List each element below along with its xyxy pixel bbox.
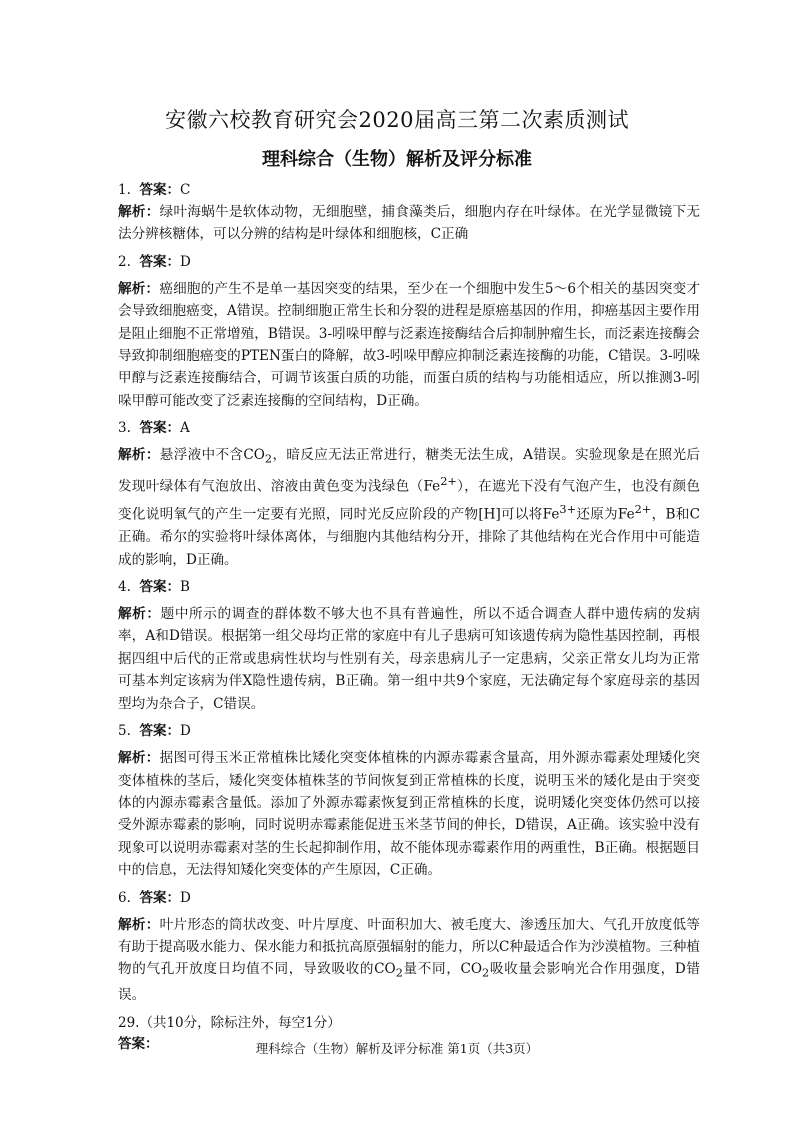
analysis-paragraph bbox=[118, 278, 700, 412]
analysis-text-part: 叶片形态的筒状改变、叶片厚度、叶面积加大、被毛度大、渗透压加大、气孔开放度低等有助于提高吸水能力、保水能力和抵抗高原强辐射的能力，所以C种最适合作为沙漠植物。三种植物的气孔开放度日均值不同，导致吸收的CO bbox=[118, 916, 701, 978]
superscript: 2+ bbox=[440, 474, 457, 489]
answer-line bbox=[118, 180, 700, 201]
analysis-paragraph bbox=[118, 914, 700, 1007]
superscript: 3+ bbox=[559, 502, 577, 517]
analysis-text: 绿叶海蜗牛是软体动物，无细胞壁，捕食藻类后，细胞内存在叶绿体。在光学显微镜下无法分辨核糖体，可以分辨的结构是叶绿体和细胞核，C正确 bbox=[118, 204, 701, 243]
analysis-text-part: ，暗反应无法正常进行，糖类无法生成，A错误。实验现象是在照光后发现叶绿体有气泡放出、溶液由黄色变为浅绿色（Fe bbox=[118, 447, 701, 495]
analysis-paragraph bbox=[118, 747, 700, 881]
answer-label: 答案： bbox=[139, 723, 180, 740]
superscript: 2+ bbox=[634, 502, 652, 517]
answer-line bbox=[118, 888, 700, 909]
page-subtitle: 理科综合（生物）解析及评分标准 bbox=[262, 149, 532, 170]
answer-label: 答案： bbox=[139, 182, 180, 198]
analysis-text-part: 量不同，CO bbox=[402, 961, 483, 978]
analysis-label: 解析： bbox=[118, 750, 160, 767]
subscript: 2 bbox=[395, 966, 403, 981]
question-number: 4. bbox=[118, 579, 131, 596]
question-3 bbox=[118, 418, 700, 571]
answer-line bbox=[118, 252, 700, 273]
answer-value: D bbox=[179, 253, 191, 270]
question-2 bbox=[118, 252, 700, 412]
question-29-answer-label: 答案： bbox=[118, 1035, 159, 1052]
answer-value: B bbox=[179, 579, 190, 596]
analysis-label: 解析： bbox=[118, 916, 160, 933]
analysis-text-part: 吸收量会影响光合作用强度，D错误。 bbox=[118, 961, 701, 1004]
analysis-text: 题中所示的调查的群体数不够大也不具有普遍性，所以不适合调查人群中遗传病的发病率，A和D错误。根据第一组父母均正常的家庭中有儿子患病可知该遗传病为隐性基因控制，再根据四组中后代的正常或患病性状均与性别有关，母亲患病儿子一定患病，父亲正常女儿均为正常可基本判定该病为伴X隐性遗传病，B正确。第一组中共9个家庭，无法确定每个家庭母亲的基因型均为杂合子，C错误。 bbox=[118, 606, 701, 712]
analysis-text-part: 还原为Fe bbox=[576, 506, 635, 523]
page-title: 安徽六校教育研究会2020届高三第二次素质测试 bbox=[165, 108, 629, 132]
question-number: 3. bbox=[118, 420, 131, 437]
answer-line bbox=[118, 721, 700, 742]
subscript: 2 bbox=[482, 966, 490, 981]
analysis-label: 解析： bbox=[118, 280, 160, 297]
answer-line bbox=[118, 418, 700, 439]
analysis-label: 解析： bbox=[118, 447, 160, 464]
answer-value: C bbox=[179, 182, 191, 198]
question-1 bbox=[118, 180, 700, 246]
question-number: 1. bbox=[118, 182, 131, 198]
document-body bbox=[118, 180, 700, 1055]
question-number: 6. bbox=[118, 889, 131, 906]
question-4 bbox=[118, 577, 700, 715]
answer-value: D bbox=[179, 723, 191, 740]
answer-label: 答案： bbox=[139, 253, 180, 270]
analysis-text-part: 悬浮液中不含CO bbox=[159, 447, 265, 464]
question-number: 5. bbox=[118, 723, 131, 740]
answer-value: A bbox=[179, 420, 190, 437]
analysis-paragraph bbox=[118, 603, 700, 715]
question-6 bbox=[118, 888, 700, 1007]
answer-line bbox=[118, 577, 700, 598]
question-5 bbox=[118, 721, 700, 881]
analysis-text-part: ），在遮光下没有气泡产生，也没有颜色变化说明氧气的产生一定要有光照，同时光反应阶段的产物[H]可以将Fe bbox=[118, 478, 701, 523]
answer-value: D bbox=[179, 889, 191, 906]
analysis-paragraph bbox=[118, 444, 700, 571]
analysis-text: 据图可得玉米正常植株比矮化突变体植株的内源赤霉素含量高，用外源赤霉素处理矮化突变体植株的茎后，矮化突变体植株茎的节间恢复到正常植株的长度，说明玉米的矮化是由于突变体的内源赤霉素含量低。添加了外源赤霉素恢复到正常植株的长度，说明矮化突变体仍然可以接受外源赤霉素的影响，同时说明赤霉素能促进玉米茎节间的伸长，D错误，A正确。该实验中没有现象可以说明赤霉素对茎的生长起抑制作用，故不能体现赤霉素作用的两重性，B正确。根据题目中的信息，无法得知矮化突变体的产生原因，C正确。 bbox=[118, 750, 701, 879]
analysis-text: 癌细胞的产生不是单一基因突变的结果，至少在一个细胞中发生5～6个相关的基因突变才会导致细胞癌变，A错误。控制细胞正常生长和分裂的进程是原癌基因的作用，抑癌基因主要作用是阻止细胞不正常增殖，B错误。3-吲哚甲醇与泛素连接酶结合后抑制肿瘤生长，而泛素连接酶会导致抑制细胞癌变的PTEN蛋白的降解，故3-吲哚甲醇应抑制泛素连接酶的功能，C错误。3-吲哚甲醇与泛素连接酶结合，可调节该蛋白质的功能，而蛋白质的结构与功能相适应，所以推测3-吲哚甲醇可能改变了泛素连接酶的空间结构，D正确。 bbox=[118, 280, 701, 409]
analysis-paragraph bbox=[118, 201, 700, 246]
answer-label: 答案： bbox=[139, 420, 180, 437]
question-29-heading: 29.（共10分，除标注外，每空1分） bbox=[118, 1014, 341, 1031]
question-number: 2. bbox=[118, 253, 131, 270]
page-footer: 理科综合（生物）解析及评分标准 第1页（共3页） bbox=[255, 1041, 539, 1056]
subscript: 2 bbox=[264, 451, 273, 466]
analysis-label: 解析： bbox=[118, 606, 161, 623]
analysis-text-part: ，B和C正确。希尔的实验将叶绿体离体，与细胞内其他结构分开，排除了其他结构在光合作用中可能造成的影响，D正确。 bbox=[118, 506, 700, 568]
answer-label: 答案： bbox=[139, 889, 180, 906]
analysis-label: 解析： bbox=[118, 204, 160, 220]
answer-label: 答案： bbox=[139, 579, 180, 596]
